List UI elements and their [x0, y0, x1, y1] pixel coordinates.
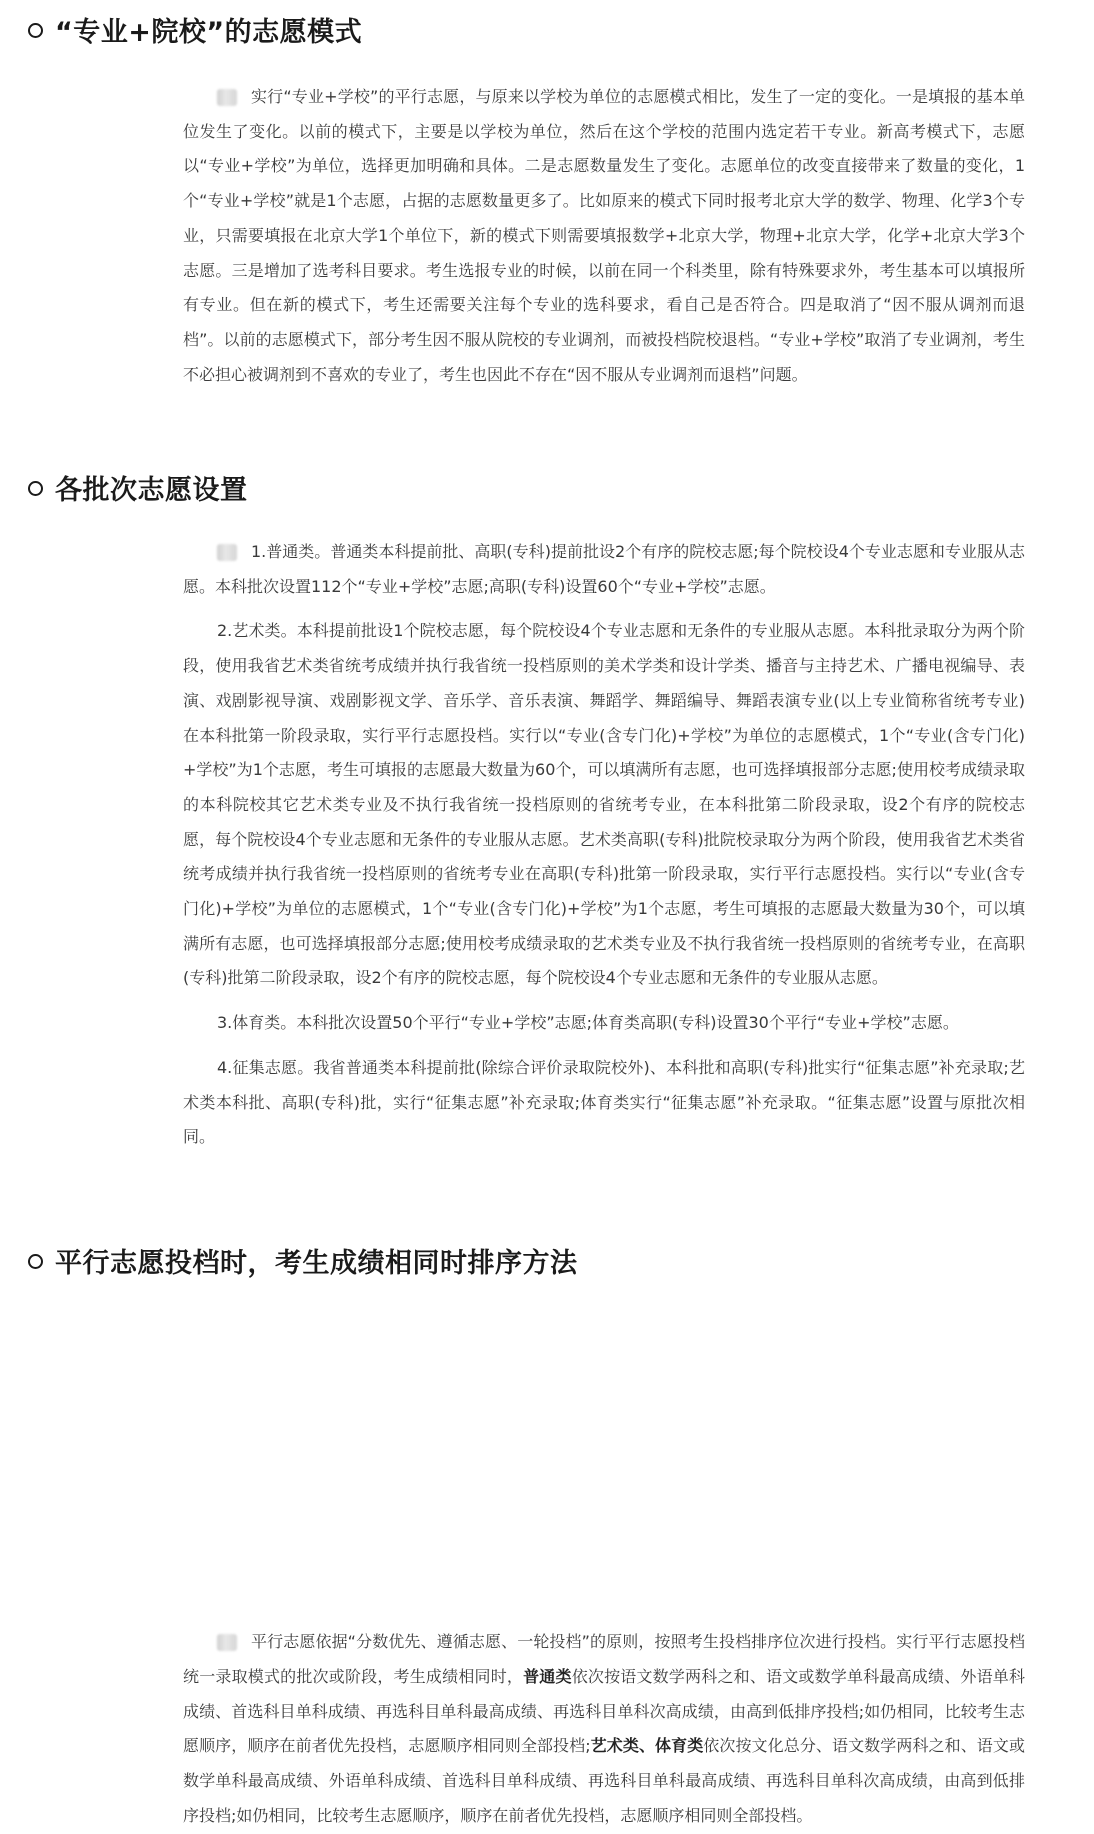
text-run: 依次按文化总分、语文数学两科之和、语文或数学单科最高成绩、外语单科成绩、首选科目单科成绩、再选科目单科最高成绩、再选科目单科次高成绩，由高到低排序投档;如仍相同，比较考生志愿顺序，顺序在前者优先投档，志愿顺序相同则全部投档。 [183, 1736, 1025, 1825]
section-1-body [183, 80, 1025, 392]
blurred-image-icon [217, 1634, 237, 1651]
section-title: 平行志愿投档时，考生成绩相同时排序方法 [55, 1248, 578, 1279]
section-3-body [183, 1625, 1025, 1833]
bold-text: 艺术类、体育类 [590, 1736, 704, 1756]
paragraph [183, 1625, 1025, 1833]
bold-text: 普通类 [523, 1667, 572, 1687]
text-run: 依次按语文数学两科之和、语文或数学单科最高成绩、外语单科成绩、首选科目单科成绩、再选科目单科最高成绩、再选科目单科次高成绩，由高到低排序投档;如仍相同，比较考生志愿顺序，顺序在前者优先投档，志愿顺序相同则全部投档; [183, 1667, 1025, 1756]
section-2-body [183, 535, 1025, 1155]
paragraph: 3.体育类。本科批次设置50个平行“专业+学校”志愿;体育类高职(专科)设置30个平行“专业+学校”志愿。 [217, 1013, 959, 1033]
text-run: 平行志愿依据“分数优先、遵循志愿、一轮投档”的原则，按照考生投档排序位次进行投档。实行平行志愿投档统一录取模式的批次或阶段，考生成绩相同时， [183, 1632, 1025, 1687]
paragraph: 2.艺术类。本科提前批设1个院校志愿，每个院校设4个专业志愿和无条件的专业服从志愿。本科批录取分为两个阶段，使用我省艺术类省统考成绩并执行我省统一投档原则的美术学类和设计学类、播音与主持艺术、广播电视编导、表演、戏剧影视导演、戏剧影视文学、音乐学、音乐表演、舞蹈学、舞蹈编导、舞蹈表演专业(以上专业简称省统考专业)在本科批第一阶段录取，实行平行志愿投档。实行以“专业(含专门化)+学校”为单位的志愿模式，1个“专业(含专门化)+学校”为1个志愿，考生可填报的志愿最大数量为60个，可以填满所有志愿，也可选择填报部分志愿;使用校考成绩录取的本科院校其它艺术类专业及不执行我省统一投档原则的省统考专业，在本科批第二阶段录取，设2个有序的院校志愿，每个院校设4个专业志愿和无条件的专业服从志愿。艺术类高职(专科)批院校录取分为两个阶段，使用我省艺术类省统考成绩并执行我省统一投档原则的省统考专业在高职(专科)批第一阶段录取，实行平行志愿投档。实行以“专业(含专门化)+学校”为单位的志愿模式，1个“专业(含专门化)+学校”为1个志愿，考生可填报的志愿最大数量为30个，可以填满所有志愿，也可选择填报部分志愿;使用校考成绩录取的艺术类专业及不执行我省统一投档原则的省统考专业，在高职(专科)批第二阶段录取，设2个有序的院校志愿，每个院校设4个专业志愿和无条件的专业服从志愿。 [183, 621, 1025, 988]
section-heading-2 [28, 468, 248, 507]
paragraph: 1.普通类。普通类本科提前批、高职(专科)提前批设2个有序的院校志愿;每个院校设4个专业志愿和专业服从志愿。本科批次设置112个“专业+学校”志愿;高职(专科)设置60个“专业+学校”志愿。 [183, 542, 1025, 596]
blurred-image-icon [217, 544, 237, 561]
circle-bullet-icon [28, 481, 43, 496]
paragraph: 4.征集志愿。我省普通类本科提前批(除综合评价录取院校外)、本科批和高职(专科)批实行“征集志愿”补充录取;艺术类本科批、高职(专科)批，实行“征集志愿”补充录取;体育类实行“征集志愿”补充录取。“征集志愿”设置与原批次相同。 [183, 1057, 1025, 1147]
section-title: 各批次志愿设置 [55, 475, 248, 506]
section-title: “专业+院校”的志愿模式 [55, 17, 363, 48]
section-heading-3 [28, 1241, 578, 1280]
paragraph: 实行“专业+学校”的平行志愿，与原来以学校为单位的志愿模式相比，发生了一定的变化。一是填报的基本单位发生了变化。以前的模式下，主要是以学校为单位，然后在这个学校的范围内选定若干专业。新高考模式下，志愿以“专业+学校”为单位，选择更加明确和具体。二是志愿数量发生了变化。志愿单位的改变直接带来了数量的变化，1个“专业+学校”就是1个志愿，占据的志愿数量更多了。比如原来的模式下同时报考北京大学的数学、物理、化学3个专业，只需要填报在北京大学1个单位下，新的模式下则需要填报数学+北京大学，物理+北京大学，化学+北京大学3个志愿。三是增加了选考科目要求。考生选报专业的时候，以前在同一个科类里，除有特殊要求外，考生基本可以填报所有专业。但在新的模式下，考生还需要关注每个专业的选科要求，看自己是否符合。四是取消了“因不服从调剂而退档”。以前的志愿模式下，部分考生因不服从院校的专业调剂，而被投档院校退档。“专业+学校”取消了专业调剂，考生不必担心被调剂到不喜欢的专业了，考生也因此不存在“因不服从专业调剂而退档”问题。 [183, 87, 1025, 384]
circle-bullet-icon [28, 1254, 43, 1269]
circle-bullet-icon [28, 23, 43, 38]
blurred-image-icon [217, 89, 237, 106]
section-heading-1 [28, 10, 362, 49]
